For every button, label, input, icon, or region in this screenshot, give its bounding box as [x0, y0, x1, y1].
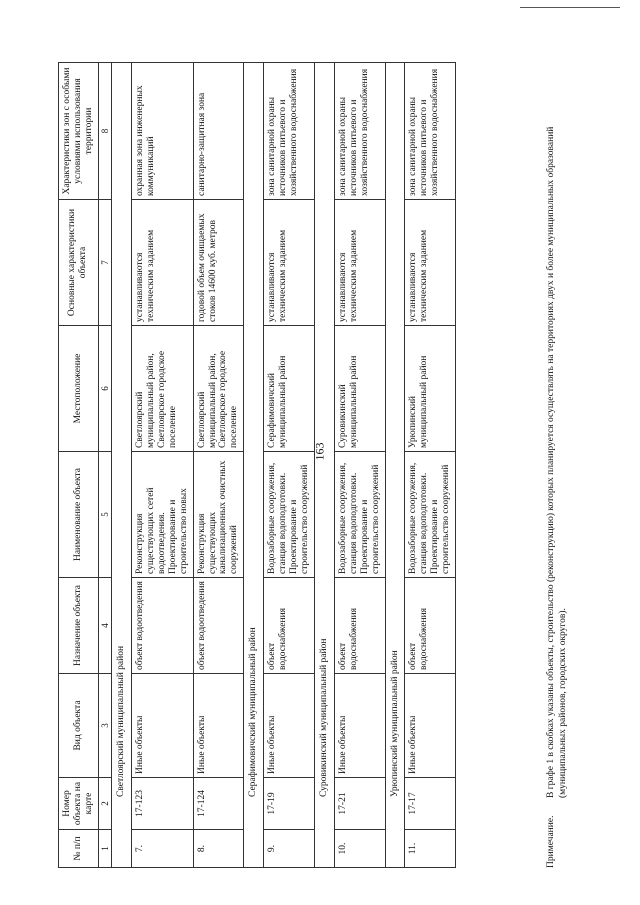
section-row — [244, 63, 264, 868]
table-row — [334, 63, 385, 868]
cell-map-id: 17-124 — [193, 778, 244, 830]
section-title: Урюпинский муниципальный район — [385, 63, 405, 868]
column-number: 3 — [98, 674, 111, 778]
footnote-label: Примечание. — [546, 815, 556, 868]
column-number: 8 — [98, 63, 111, 200]
section-title: Суровикинский муниципальный район — [314, 63, 334, 868]
objects-table — [58, 62, 456, 868]
cell-place: Урюпинский муниципальный район — [405, 326, 456, 452]
cell-number: 9. — [264, 830, 315, 868]
cell-kind: Иные объекты — [132, 674, 194, 778]
cell-chars: устанавливаются техническим заданием — [264, 200, 315, 326]
cell-number: 10. — [334, 830, 385, 868]
cell-purpose: объект водоснабжения — [264, 578, 315, 674]
cell-map-id: 17-17 — [405, 778, 456, 830]
cell-kind: Иные объекты — [193, 674, 244, 778]
table-row — [405, 63, 456, 868]
section-row — [112, 63, 132, 868]
table-row — [264, 63, 315, 868]
cell-zone: санитарно-защитная зона — [193, 63, 244, 200]
cell-number: 7. — [132, 830, 194, 868]
column-number: 7 — [98, 200, 111, 326]
cell-zone: зона санитарной охраны источников питьевого и хозяйственного водоснабжения — [264, 63, 315, 200]
footnote — [546, 63, 570, 868]
cell-purpose: объект водоотведения — [193, 578, 244, 674]
cell-place: Серафимовичский муниципальный район — [264, 326, 315, 452]
cell-place: Светлоярский муниципальный район, Светлоярское городское поселение — [132, 326, 194, 452]
cell-name: Водозаборные сооружения, станция водоподготовки. Проектирование и строительство сооружений — [405, 452, 456, 578]
cell-chars: годовой объем очищаемых стоков 14600 куб. метров — [193, 200, 244, 326]
header-cell: Наименование объекта — [59, 452, 99, 578]
table-row — [193, 63, 244, 868]
cell-name: Реконструкция существующих сетей водоотведения. Проектирование и строительство новых — [132, 452, 194, 578]
header-cell: Вид объекта — [59, 674, 99, 778]
cell-name: Реконструкция существующих канализационных очистных сооружений — [193, 452, 244, 578]
cell-chars: устанавливаются техническим заданием — [405, 200, 456, 326]
top-rule — [520, 7, 620, 8]
cell-purpose: объект водоотведения — [132, 578, 194, 674]
section-title: Светлоярский муниципальный район — [112, 63, 132, 868]
column-number: 5 — [98, 452, 111, 578]
section-row — [385, 63, 405, 868]
footnote-text: В графе 1 в скобках указаны объекты, строительство (реконструкцию) которых планируется осуществлять на территориях двух и более муниципальных образований (муниципальных районов, городских округов). — [546, 126, 568, 798]
header-cell: № п/п — [59, 830, 99, 868]
column-number: 2 — [98, 778, 111, 830]
cell-map-id: 17-19 — [264, 778, 315, 830]
cell-chars: устанавливаются техническим заданием — [334, 200, 385, 326]
column-number: 1 — [98, 830, 111, 868]
cell-number: 11. — [405, 830, 456, 868]
header-cell: Основные характеристики объекта — [59, 200, 99, 326]
cell-place: Суровикинский муниципальный район — [334, 326, 385, 452]
header-cell: Номер объекта на карте — [59, 778, 99, 830]
table-row — [132, 63, 194, 868]
cell-name: Водозаборные сооружения, станция водоподготовки. Проектирование и строительство сооружений — [334, 452, 385, 578]
cell-map-id: 17-123 — [132, 778, 194, 830]
cell-zone: зона санитарной охраны источников питьевого и хозяйственного водоснабжения — [405, 63, 456, 200]
column-number: 6 — [98, 326, 111, 452]
cell-kind: Иные объекты — [264, 674, 315, 778]
cell-name: Водозаборные сооружения, станция водоподготовки. Проектирование и строительство сооружений — [264, 452, 315, 578]
cell-kind: Иные объекты — [405, 674, 456, 778]
cell-chars: устанавливаются техническим заданием — [132, 200, 194, 326]
header-row — [59, 63, 99, 868]
cell-purpose: объект водоснабжения — [334, 578, 385, 674]
column-number-row — [98, 63, 111, 868]
header-cell: Характеристики зон с особыми условиями использования территории — [59, 63, 99, 200]
cell-place: Светлоярский муниципальный район, Светлоярское городское поселение — [193, 326, 244, 452]
cell-zone: зона санитарной охраны источников питьевого и хозяйственного водоснабжения — [334, 63, 385, 200]
cell-zone: охранная зона инженерных коммуникаций — [132, 63, 194, 200]
cell-kind: Иные объекты — [334, 674, 385, 778]
page-number: 163 — [312, 442, 327, 461]
cell-purpose: объект водоснабжения — [405, 578, 456, 674]
cell-map-id: 17-21 — [334, 778, 385, 830]
section-title: Серафимовичский муниципальный район — [244, 63, 264, 868]
column-number: 4 — [98, 578, 111, 674]
section-row — [314, 63, 334, 868]
cell-number: 8. — [193, 830, 244, 868]
header-cell: Назначение объекта — [59, 578, 99, 674]
header-cell: Местоположение — [59, 326, 99, 452]
rotated-page — [58, 43, 618, 868]
